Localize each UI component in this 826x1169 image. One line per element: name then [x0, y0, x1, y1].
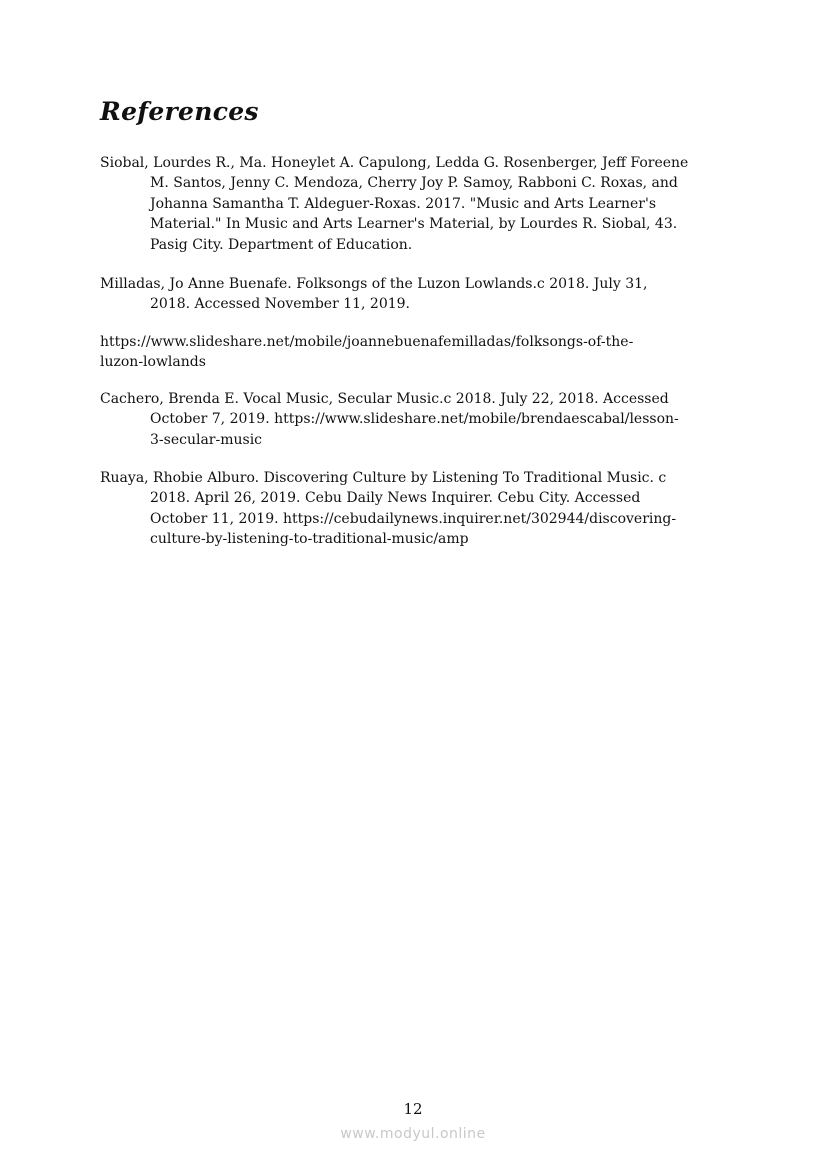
reference-line: Cachero, Brenda E. Vocal Music, Secular Music.c 2018. July 22, 2018. Accessed	[100, 391, 669, 407]
reference-entry	[100, 389, 740, 450]
reference-line: Johanna Samantha T. Aldeguer-Roxas. 2017. "Music and Arts Learner's	[150, 195, 657, 212]
page-number: 12	[403, 1100, 423, 1118]
reference-line: 3-secular-music	[150, 431, 263, 448]
reference-line: 2018. April 26, 2019. Cebu Daily News Inquirer. Cebu City. Accessed	[150, 490, 641, 507]
reference-line[interactable]: luzon-lowlands	[100, 354, 206, 371]
reference-line: M. Santos, Jenny C. Mendoza, Cherry Joy P. Samoy, Rabboni C. Roxas, and	[150, 175, 678, 192]
reference-line: October 7, 2019. https://www.slideshare.net/mobile/brendaescabal/lesson-	[150, 411, 679, 428]
reference-entry	[100, 274, 740, 315]
reference-line: October 11, 2019. https://cebudailynews.inquirer.net/302944/discovering-	[150, 510, 677, 527]
reference-line: Siobal, Lourdes R., Ma. Honeylet A. Capulong, Ledda G. Rosenberger, Jeff Foreene	[100, 155, 689, 171]
reference-url	[100, 332, 740, 373]
reference-entry	[100, 468, 740, 550]
reference-line: Material." In Music and Arts Learner's Material, by Lourdes R. Siobal, 43.	[150, 216, 678, 233]
reference-line: Ruaya, Rhobie Alburo. Discovering Culture by Listening To Traditional Music. c	[100, 470, 667, 486]
watermark: www.modyul.online	[340, 1126, 486, 1142]
reference-line: Pasig City. Department of Education.	[150, 236, 413, 253]
reference-line[interactable]: https://www.slideshare.net/mobile/joannebuenafemilladas/folksongs-of-the-	[100, 334, 634, 350]
reference-entry	[100, 153, 740, 255]
reference-line: culture-by-listening-to-traditional-music/amp	[150, 531, 469, 548]
reference-line: 2018. Accessed November 11, 2019.	[150, 296, 411, 313]
references-heading: References	[100, 97, 259, 126]
reference-line: Milladas, Jo Anne Buenafe. Folksongs of the Luzon Lowlands.c 2018. July 31,	[100, 276, 648, 292]
